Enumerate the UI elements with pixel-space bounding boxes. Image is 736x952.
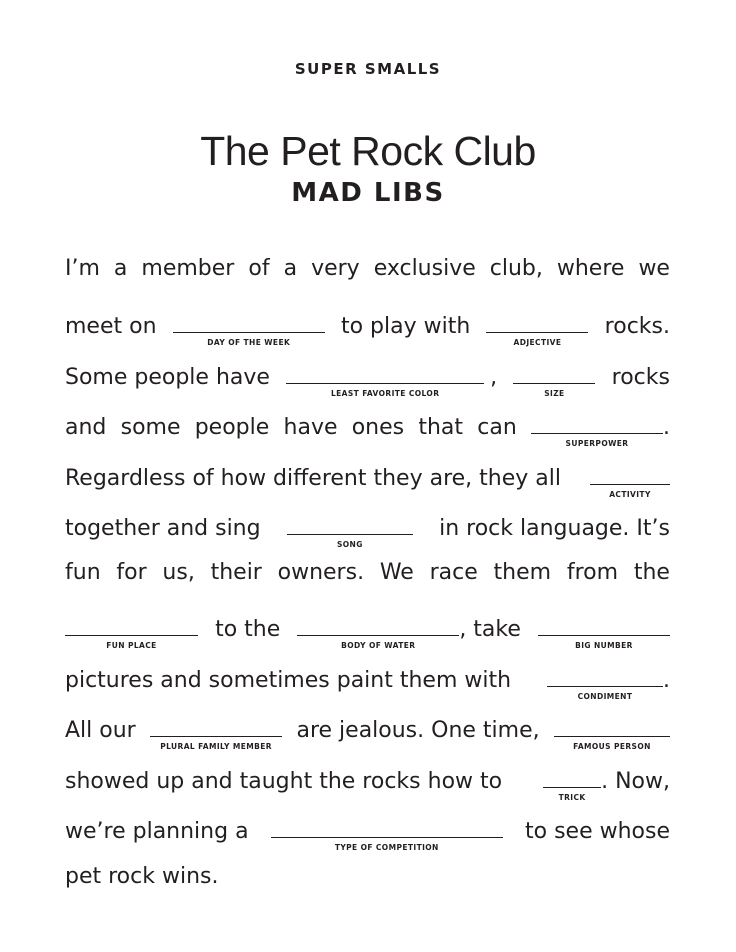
blank-trick[interactable]: [543, 762, 601, 802]
blank-adjective[interactable]: [486, 307, 588, 347]
blank-line: [531, 433, 663, 434]
story-line-10: [65, 711, 670, 751]
blank-hint: LEAST FAVORITE COLOR: [330, 389, 440, 398]
story-text: . Now,: [601, 769, 670, 794]
blank-hint: CONDIMENT: [577, 692, 633, 701]
blank-line: [486, 332, 588, 333]
blank-hint: TRICK: [558, 793, 586, 802]
story-word: race: [429, 560, 478, 585]
blank-hint: PLURAL FAMILY MEMBER: [160, 742, 272, 751]
story-word: We: [379, 560, 414, 585]
story-group: [297, 610, 521, 650]
blank-activity[interactable]: [590, 459, 670, 499]
story-word: that: [418, 415, 464, 440]
story-line-8: [65, 610, 670, 650]
blank-line: [150, 736, 282, 737]
story-line-11: [65, 762, 670, 802]
story-word: exclusive: [373, 256, 476, 281]
story-group: [543, 762, 670, 802]
blank-plural-family-member[interactable]: [150, 711, 282, 751]
story-text: together and sing: [65, 516, 261, 541]
story-text: ,: [490, 365, 498, 390]
story-word: for: [116, 560, 147, 585]
blank-line: [271, 837, 503, 838]
story-word: have: [283, 415, 338, 440]
blank-big-number[interactable]: [538, 610, 670, 650]
blank-line: [538, 635, 670, 636]
story-text: All our: [65, 718, 136, 743]
story-line-5: [65, 459, 670, 499]
story-line-6: [65, 509, 670, 549]
story-text: meet on: [65, 314, 157, 339]
story-text: pet rock wins.: [65, 864, 219, 889]
story-word: some: [120, 415, 181, 440]
story-word: them: [493, 560, 552, 585]
blank-size[interactable]: [513, 358, 595, 398]
story-text: to play with: [340, 314, 471, 339]
story-word: owners.: [277, 560, 365, 585]
blank-hint: DAY OF THE WEEK: [207, 338, 291, 347]
story-word: club,: [489, 256, 543, 281]
blank-line: [543, 787, 601, 788]
blank-body-of-water[interactable]: [297, 610, 459, 650]
story-word: people: [194, 415, 270, 440]
story-word: the: [633, 560, 670, 585]
story-text: , take: [459, 617, 521, 642]
blank-line: [287, 534, 413, 535]
story-text: rocks.: [604, 314, 670, 339]
story-line-1: [65, 256, 670, 290]
page-title: The Pet Rock Club: [200, 128, 536, 174]
story-word: their: [210, 560, 262, 585]
story-text: Regardless of how different they are, they all: [65, 466, 561, 491]
blank-line: [173, 332, 325, 333]
story-word: ones: [351, 415, 405, 440]
story-text: to the: [215, 617, 281, 642]
story-text: to see whose: [525, 819, 670, 844]
story-group: [547, 661, 670, 701]
blank-least-favorite-color[interactable]: [286, 358, 484, 398]
story-text: we’re planning a: [65, 819, 249, 844]
blank-song[interactable]: [287, 509, 413, 549]
story-text: Some people have: [65, 365, 270, 390]
blank-hint: SIZE: [544, 389, 565, 398]
blank-hint: BODY OF WATER: [341, 641, 416, 650]
story-word: and: [65, 415, 107, 440]
story-word: member: [141, 256, 235, 281]
blank-hint: FAMOUS PERSON: [573, 742, 651, 751]
story-line-12: [65, 812, 670, 852]
story-text: in rock language. It’s: [439, 516, 670, 541]
blank-type-of-competition[interactable]: [271, 812, 503, 852]
page-subtitle: MAD LIBS: [291, 178, 445, 208]
blank-line: [286, 383, 484, 384]
blank-line: [590, 484, 670, 485]
blank-line: [65, 635, 198, 636]
story-text: rocks: [611, 365, 670, 390]
story-line-13: [65, 864, 670, 898]
story-word: fun: [65, 560, 101, 585]
story-word: us,: [162, 560, 195, 585]
blank-line: [554, 736, 670, 737]
story-text: showed up and taught the rocks how to: [65, 769, 503, 794]
blank-fun-place[interactable]: [65, 610, 198, 650]
story-word: a: [113, 256, 128, 281]
story-text: pictures and sometimes paint them with: [65, 668, 512, 693]
story-line-2: [65, 307, 670, 347]
story-text: .: [663, 668, 670, 693]
blank-hint: ADJECTIVE: [513, 338, 562, 347]
story-word: from: [566, 560, 619, 585]
story-word: of: [248, 256, 270, 281]
story-word: where: [556, 256, 625, 281]
blank-superpower[interactable]: [531, 408, 663, 448]
story-line-4: [65, 408, 670, 448]
blank-hint: ACTIVITY: [609, 490, 651, 499]
story-group: [531, 408, 670, 448]
blank-hint: BIG NUMBER: [575, 641, 633, 650]
story-line-3: [65, 358, 670, 398]
story-text: .: [663, 415, 670, 440]
story-line-7: [65, 560, 670, 594]
story-word: I’m: [65, 256, 100, 281]
brand-logo: SUPER SMALLS: [294, 60, 442, 78]
blank-hint: SUPERPOWER: [565, 439, 629, 448]
story-word: very: [311, 256, 360, 281]
story-word: can: [477, 415, 517, 440]
story-text: are jealous. One time,: [296, 718, 540, 743]
blank-line: [297, 635, 459, 636]
blank-famous-person[interactable]: [554, 711, 670, 751]
blank-line: [513, 383, 595, 384]
blank-condiment[interactable]: [547, 661, 663, 701]
story-word: we: [638, 256, 670, 281]
blank-hint: SONG: [336, 540, 363, 549]
blank-day-of-week[interactable]: [173, 307, 325, 347]
blank-hint: FUN PLACE: [106, 641, 157, 650]
blank-hint: TYPE OF COMPETITION: [334, 843, 439, 852]
story-line-9: [65, 661, 670, 701]
story-group: [286, 358, 498, 398]
blank-line: [547, 686, 663, 687]
story-word: a: [283, 256, 298, 281]
